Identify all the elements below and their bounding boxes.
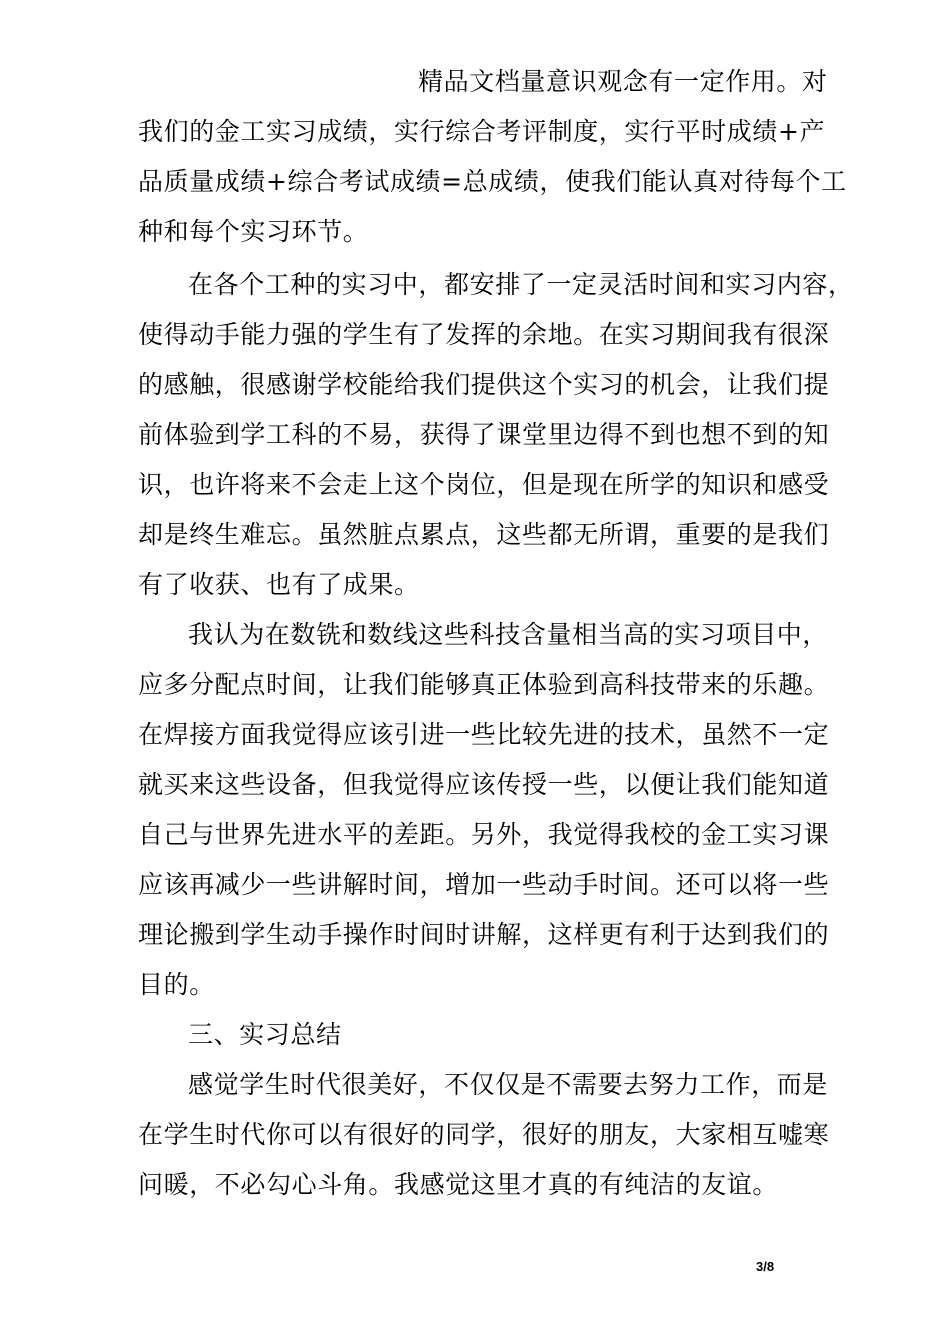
text-line: 应多分配点时间，让我们能够真正体验到高科技带来的乐趣。 <box>138 670 830 699</box>
text-line: 就买来这些设备，但我觉得应该传授一些，以便让我们能知道 <box>138 770 830 799</box>
page-number: 3/8 <box>756 1259 775 1274</box>
text-line: 使得动手能力强的学生有了发挥的余地。在实习期间我有很深 <box>138 320 830 349</box>
text-line: 有了收获、也有了成果。 <box>138 570 420 599</box>
text-line: 问暖，不必勾心斗角。我感觉这里才真的有纯洁的友谊。 <box>138 1170 779 1199</box>
text-line: 自己与世界先进水平的差距。另外，我觉得我校的金工实习课 <box>138 820 830 849</box>
text-line: 目的。 <box>138 970 215 999</box>
text-line: 精品文档量意识观念有一定作用。对 <box>418 67 828 96</box>
text-line: 我们的金工实习成绩，实行综合考评制度，实行平时成绩+产 <box>138 117 826 146</box>
text-line: 应该再减少一些讲解时间，增加一些动手时间。还可以将一些 <box>138 870 830 899</box>
paragraph-first-line: 在各个工种的实习中，都安排了一定灵活时间和实习内容， <box>188 270 854 299</box>
text-line: 在焊接方面我觉得应该引进一些比较先进的技术，虽然不一定 <box>138 720 830 749</box>
text-line: 的感触，很感谢学校能给我们提供这个实习的机会，让我们提 <box>138 370 830 399</box>
text-line: 品质量成绩+综合考试成绩=总成绩，使我们能认真对待每个工 <box>138 167 847 196</box>
text-line: 前体验到学工科的不易，获得了课堂里边得不到也想不到的知 <box>138 420 830 449</box>
text-line: 却是终生难忘。虽然脏点累点，这些都无所谓，重要的是我们 <box>138 520 830 549</box>
text-line: 理论搬到学生动手操作时间时讲解，这样更有利于达到我们的 <box>138 920 830 949</box>
text-line: 识，也许将来不会走上这个岗位，但是现在所学的知识和感受 <box>138 470 830 499</box>
paragraph-first-line: 感觉学生时代很美好，不仅仅是不需要去努力工作，而是 <box>188 1070 829 1099</box>
text-line: 种和每个实习环节。 <box>138 217 369 246</box>
section-heading: 三、实习总结 <box>188 1020 342 1049</box>
paragraph-first-line: 我认为在数铣和数线这些科技含量相当高的实习项目中， <box>188 620 829 649</box>
text-line: 在学生时代你可以有很好的同学，很好的朋友，大家相互嘘寒 <box>138 1120 830 1149</box>
